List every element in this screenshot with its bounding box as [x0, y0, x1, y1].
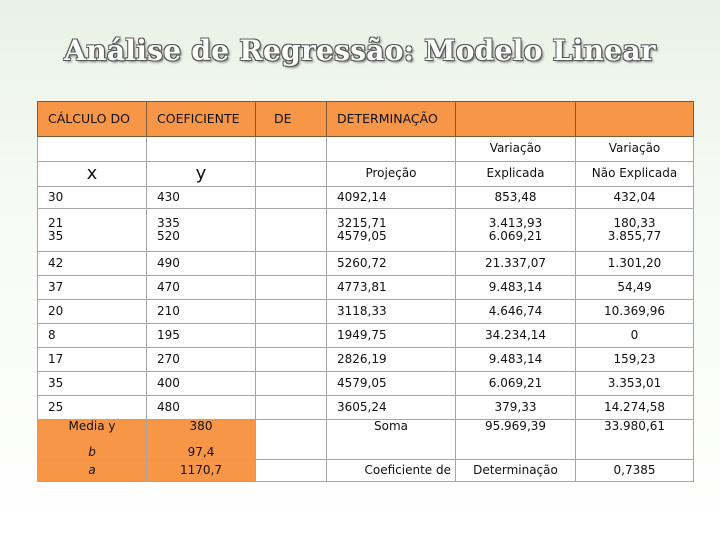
- expl-cell: 34.234,14: [456, 324, 576, 348]
- b-label: b: [88, 444, 96, 459]
- regression-table: [37, 101, 694, 482]
- b-value: 97,4: [187, 444, 215, 459]
- y-cell: 210: [147, 300, 256, 324]
- y-cell: 195: [147, 324, 256, 348]
- col-x-header: x: [38, 162, 147, 187]
- table-row: [38, 276, 694, 300]
- coef-value: 0,7385: [576, 460, 694, 482]
- table-row: [38, 396, 694, 420]
- x-cell: 8: [38, 324, 147, 348]
- nexp-cell: 432,04: [576, 187, 694, 209]
- expl-cell: 379,33: [456, 396, 576, 420]
- table-row: [38, 324, 694, 348]
- header-cell: DE: [256, 102, 327, 137]
- proj-cell: 1949,75: [327, 324, 456, 348]
- proj-cell: 4773,81: [327, 276, 456, 300]
- nexp-cell: 10.369,96: [576, 300, 694, 324]
- x-cell: 30: [38, 187, 147, 209]
- expl-cell: 4.646,74: [456, 300, 576, 324]
- nexp-cell: 1.301,20: [576, 252, 694, 276]
- coef-row: [38, 460, 694, 482]
- y-cell: 490: [147, 252, 256, 276]
- table-row: [38, 348, 694, 372]
- nexp-cell: 14.274,58: [576, 396, 694, 420]
- header-row: [38, 102, 694, 137]
- coef-label: Coeficiente de: [327, 460, 456, 482]
- expl-cell: 9.483,14: [456, 276, 576, 300]
- soma-nao-explicada: 33.980,61: [576, 420, 694, 460]
- expl-cell: 853,48: [456, 187, 576, 209]
- nexp-cell: 159,23: [576, 348, 694, 372]
- nexp-cell: 54,49: [576, 276, 694, 300]
- media-value: 380: [189, 419, 213, 433]
- proj-cell: 3605,24: [327, 396, 456, 420]
- table-row-double: [38, 209, 694, 252]
- x-cell: 42: [38, 252, 147, 276]
- proj-cell: 5260,72: [327, 252, 456, 276]
- variacao-label: Variação: [456, 137, 576, 162]
- proj-cell: 3215,71: [337, 215, 387, 230]
- slide-title: Análise de Regressão: Modelo Linear: [64, 34, 656, 67]
- x-cell: 21: [48, 215, 64, 230]
- header-cell: [456, 102, 576, 137]
- expl-cell: 21.337,07: [456, 252, 576, 276]
- y-cell: 480: [147, 396, 256, 420]
- variacao-label: Variação: [576, 137, 694, 162]
- x-cell: 35: [38, 372, 147, 396]
- proj-cell: 3118,33: [327, 300, 456, 324]
- header-cell: COEFICIENTE: [147, 102, 256, 137]
- x-cell: 20: [38, 300, 147, 324]
- col-y-header: y: [147, 162, 256, 187]
- proj-cell: 2826,19: [327, 348, 456, 372]
- subheader-row: [38, 162, 694, 187]
- header-cell: DETERMINAÇÃO: [327, 102, 456, 137]
- a-value: 1170,7: [147, 460, 256, 482]
- x-cell: 35: [48, 229, 64, 243]
- col-nao-explicada-header: Não Explicada: [576, 162, 694, 187]
- x-cell: 37: [38, 276, 147, 300]
- soma-explicada: 95.969,39: [456, 420, 576, 460]
- proj-cell: 4579,05: [337, 229, 387, 243]
- nexp-cell: 0: [576, 324, 694, 348]
- nexp-cell: 3.353,01: [576, 372, 694, 396]
- proj-cell: 4092,14: [327, 187, 456, 209]
- col-explicada-header: Explicada: [456, 162, 576, 187]
- table-row: [38, 372, 694, 396]
- soma-label: Soma: [327, 420, 456, 460]
- header-cell: CÁLCULO DO: [38, 102, 147, 137]
- x-cell: 17: [38, 348, 147, 372]
- header-cell: [576, 102, 694, 137]
- table-row: [38, 252, 694, 276]
- expl-cell: 6.069,21: [456, 372, 576, 396]
- a-label: a: [38, 460, 147, 482]
- y-cell: 520: [157, 229, 180, 243]
- table-row: [38, 187, 694, 209]
- y-cell: 270: [147, 348, 256, 372]
- expl-cell: 6.069,21: [488, 229, 543, 243]
- x-cell: 25: [38, 396, 147, 420]
- y-cell: 470: [147, 276, 256, 300]
- coef-label-2: Determinação: [456, 460, 576, 482]
- media-label: Media y: [68, 419, 116, 433]
- table-row: [38, 300, 694, 324]
- col-projecao-header: Projeção: [327, 162, 456, 187]
- nexp-cell: 3.855,77: [607, 229, 662, 243]
- expl-cell: 9.483,14: [456, 348, 576, 372]
- proj-cell: 4579,05: [327, 372, 456, 396]
- expl-cell: 3.413,93: [488, 215, 543, 230]
- y-cell: 400: [147, 372, 256, 396]
- y-cell: 430: [147, 187, 256, 209]
- summary-row: [38, 420, 694, 460]
- nexp-cell: 180,33: [613, 215, 656, 230]
- subheader-top-row: [38, 137, 694, 162]
- y-cell: 335: [157, 215, 180, 230]
